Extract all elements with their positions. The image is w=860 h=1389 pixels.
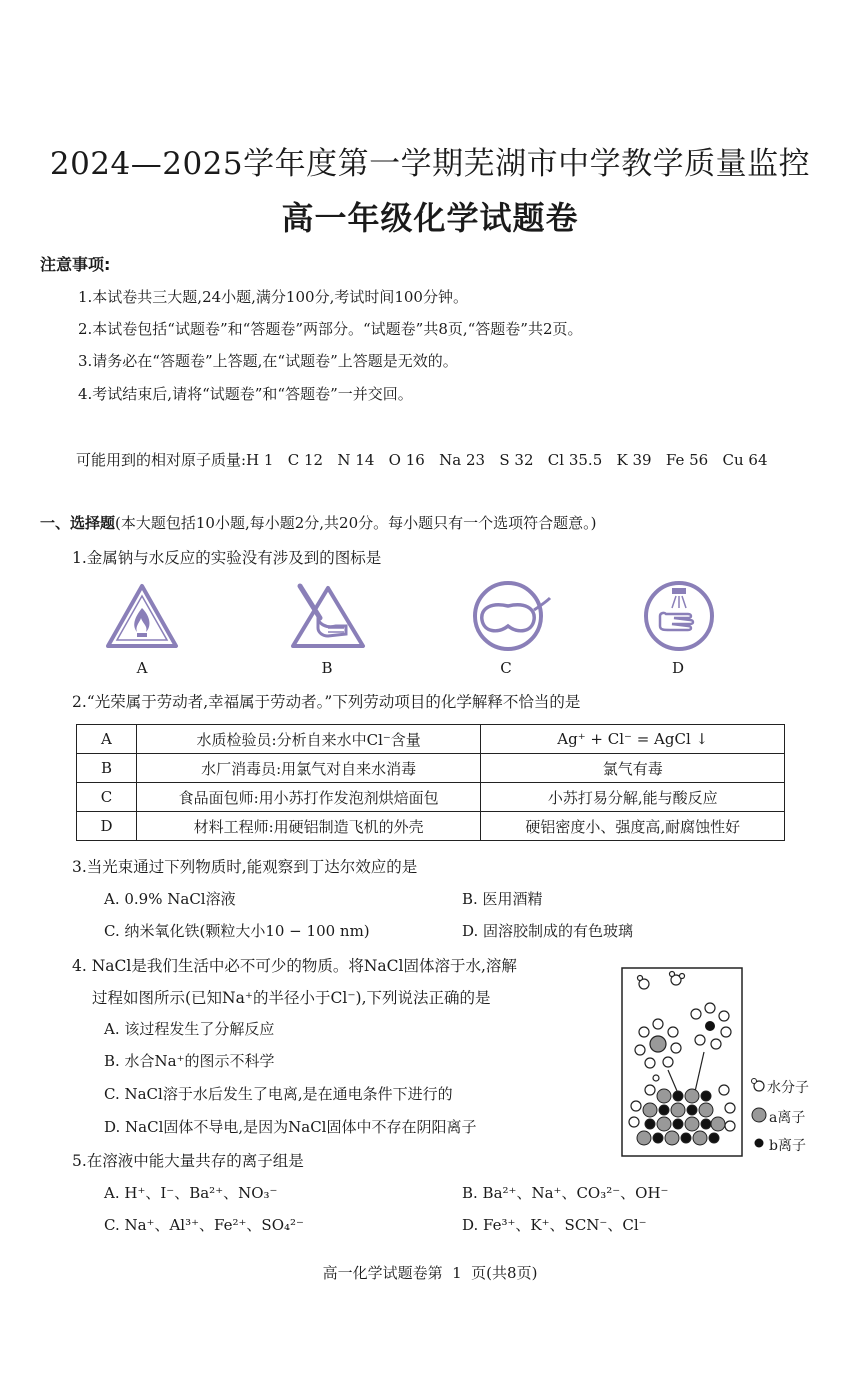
table-cell: C	[77, 783, 137, 812]
option-a: A. H⁺、I⁻、Ba²⁺、NO₃⁻	[104, 1184, 278, 1202]
option-c: C. Na⁺、Al³⁺、Fe²⁺、SO₄²⁻	[104, 1216, 304, 1234]
table-cell: 小苏打易分解,能与酸反应	[481, 783, 785, 812]
legend-water: 水分子	[767, 1080, 809, 1096]
note-item: 1.本试卷共三大题,24小题,满分100分,考试时间100分钟。	[78, 288, 468, 306]
table-cell: D	[77, 812, 137, 841]
option-b: B. Ba²⁺、Na⁺、CO₃²⁻、OH⁻	[462, 1184, 669, 1202]
table-cell: 氯气有毒	[481, 754, 785, 783]
question-4-stem: 4. NaCl是我们生活中必不可少的物质。将NaCl固体溶于水,溶解	[72, 957, 517, 975]
exam-title-line2: 高一年级化学试题卷	[281, 199, 579, 237]
option-b: B. 医用酒精	[462, 890, 543, 908]
a-ion-icon	[751, 1107, 767, 1123]
option-d: D. 固溶胶制成的有色玻璃	[462, 922, 634, 940]
section-heading	[40, 512, 596, 533]
question-1-stem: 1.金属钠与水反应的实验没有涉及到的图标是	[72, 549, 382, 567]
table-row	[77, 812, 785, 841]
option-a: A. 0.9% NaCl溶液	[104, 890, 236, 908]
hand-washing-icon	[642, 580, 716, 652]
note-item: 3.请务必在“答题卷”上答题,在“试题卷”上答题是无效的。	[78, 352, 458, 370]
option-b: B. 水合Na⁺的图示不科学	[104, 1052, 275, 1070]
page-footer: 高一化学试题卷第 1 页(共8页)	[322, 1264, 538, 1282]
section-title: 一、选择题	[40, 514, 116, 532]
goggles-icon	[470, 580, 552, 652]
table-cell: 水质检验员:分析自来水中Cl⁻含量	[136, 725, 480, 754]
table-row	[77, 754, 785, 783]
icon-label-d: D	[671, 659, 685, 677]
b-ion-icon	[753, 1137, 765, 1149]
nacl-dissolution-diagram	[620, 966, 744, 1158]
atomic-masses: 可能用到的相对原子质量:H 1 C 12 N 14 O 16 Na 23 S 32 Cl 35.5 K 39 Fe 56 Cu 64	[76, 451, 768, 469]
question-2-table	[76, 724, 785, 841]
icon-label-c: C	[500, 659, 512, 677]
water-molecule-icon	[750, 1077, 766, 1093]
question-3-stem: 3.当光束通过下列物质时,能观察到丁达尔效应的是	[72, 858, 418, 876]
note-item: 4.考试结束后,请将“试题卷”和“答题卷”一并交回。	[78, 385, 413, 403]
icon-label-a: A	[136, 659, 148, 677]
table-cell: 水厂消毒员:用氯气对自来水消毒	[136, 754, 480, 783]
option-d: D. Fe³⁺、K⁺、SCN⁻、Cl⁻	[462, 1216, 647, 1234]
option-c: C. NaCl溶于水后发生了电离,是在通电条件下进行的	[104, 1085, 453, 1103]
table-cell: 食品面包师:用小苏打作发泡剂烘焙面包	[136, 783, 480, 812]
table-cell: 硬铝密度小、强度高,耐腐蚀性好	[481, 812, 785, 841]
section-desc: (本大题包括10小题,每小题2分,共20分。每小题只有一个选项符合题意。)	[115, 514, 597, 532]
table-row	[77, 783, 785, 812]
question-5-stem: 5.在溶液中能大量共存的离子组是	[72, 1152, 304, 1170]
option-a: A. 该过程发生了分解反应	[104, 1020, 275, 1038]
option-c: C. 纳米氧化铁(颗粒大小10 − 100 nm)	[104, 922, 370, 940]
option-d: D. NaCl固体不导电,是因为NaCl固体中不存在阴阳离子	[104, 1118, 477, 1136]
note-item: 2.本试卷包括“试题卷”和“答题卷”两部分。“试题卷”共8页,“答题卷”共2页。	[78, 320, 583, 338]
table-cell: B	[77, 754, 137, 783]
table-cell: A	[77, 725, 137, 754]
table-cell: Ag⁺ + Cl⁻ = AgCl ↓	[481, 725, 785, 754]
sharp-object-warning-icon	[288, 582, 368, 652]
notes-heading: 注意事项:	[40, 255, 111, 274]
legend-a-ion: a离子	[769, 1110, 806, 1126]
exam-title-line1: 2024—2025学年度第一学期芜湖市中学教学质量监控	[49, 146, 811, 182]
icon-label-b: B	[321, 659, 333, 677]
table-cell: 材料工程师:用硬铝制造飞机的外壳	[136, 812, 480, 841]
question-2-stem: 2.“光荣属于劳动者,幸福属于劳动者。”下列劳动项目的化学解释不恰当的是	[72, 693, 581, 711]
question-4-stem-cont: 过程如图所示(已知Na⁺的半径小于Cl⁻),下列说法正确的是	[92, 989, 491, 1007]
flame-warning-icon	[104, 582, 180, 652]
table-row	[77, 725, 785, 754]
legend-b-ion: b离子	[769, 1138, 806, 1154]
